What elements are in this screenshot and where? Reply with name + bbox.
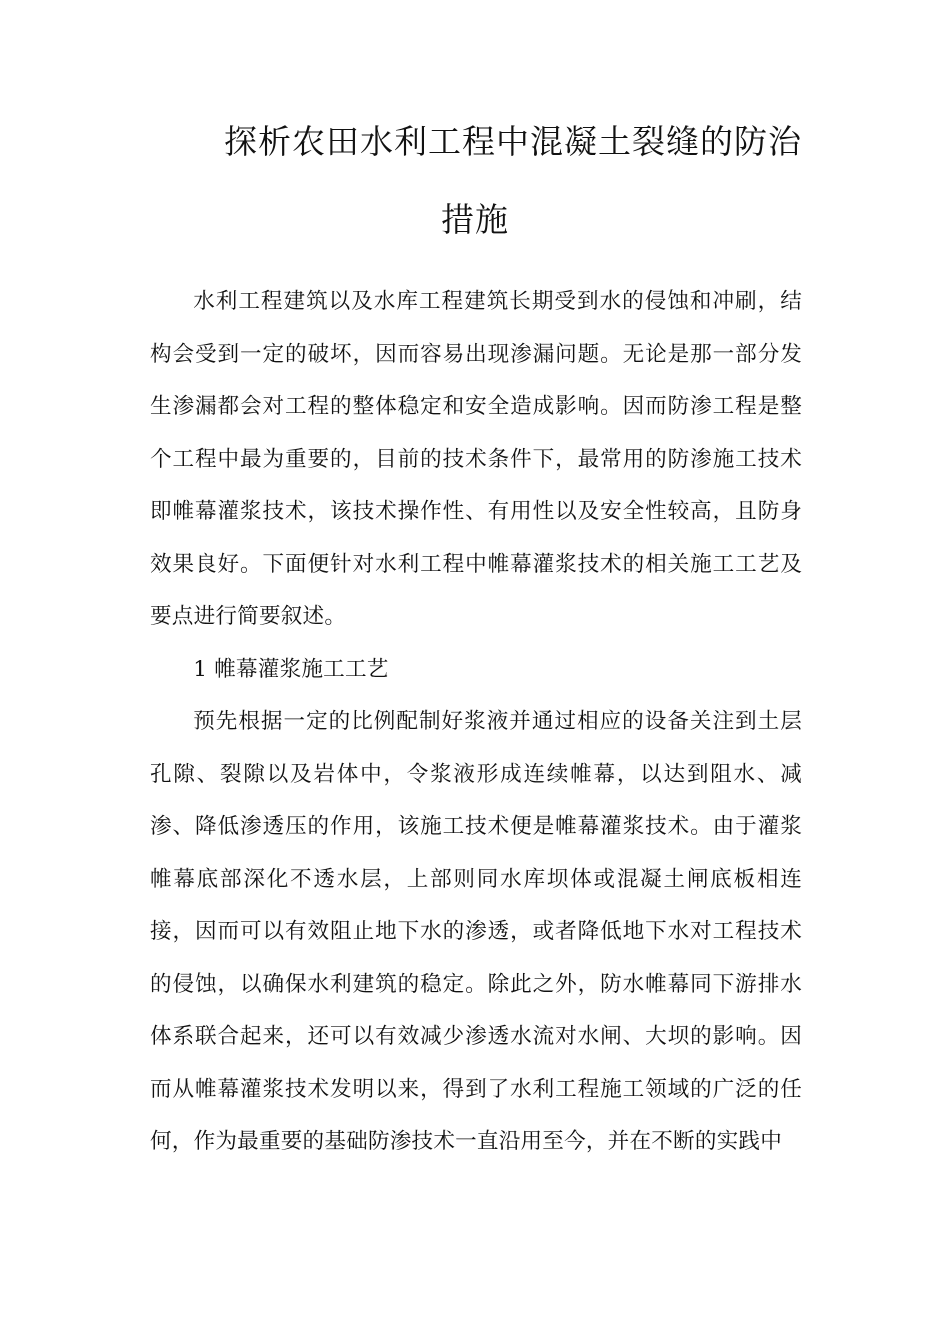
paragraph-intro: 水利工程建筑以及水库工程建筑长期受到水的侵蚀和冲刷，结构会受到一定的破坏，因而容易出现渗漏问题。无论是那一部分发生渗漏都会对工程的整体稳定和安全造成影响。因而防渗工程是整个工程中最为重要的，目前的技术条件下，最常用的防渗施工技术即帷幕灌浆技术，该技术操作性、有用性以及安全性较高，且防身效果良好。下面便针对水利工程中帷幕灌浆技术的相关施工工艺及要点进行简要叙述。 bbox=[150, 289, 802, 629]
section-heading: 1 帷幕灌浆施工工艺 bbox=[193, 656, 389, 682]
document-title-line-1: 探析农田水利工程中混凝土裂缝的防治 bbox=[224, 122, 802, 161]
document-body bbox=[150, 276, 802, 1169]
paragraph-section-1: 预先根据一定的比例配制好浆液并通过相应的设备关注到土层孔隙、裂隙以及岩体中，令浆液形成连续帷幕，以达到阻水、减渗、降低渗透压的作用，该施工技术便是帷幕灌浆技术。由于灌浆帷幕底部深化不透水层，上部则同水库坝体或混凝土闸底板相连接，因而可以有效阻止地下水的渗透，或者降低地下水对工程技术的侵蚀，以确保水利建筑的稳定。除此之外，防水帷幕同下游排水体系联合起来，还可以有效减少渗透水流对水闸、大坝的影响。因而从帷幕灌浆技术发明以来，得到了水利工程施工领域的广泛的任何，作为最重要的基础防渗技术一直沿用至今，并在不断的实践中 bbox=[150, 709, 802, 1154]
document-title-line-2: 措施 bbox=[441, 200, 509, 239]
